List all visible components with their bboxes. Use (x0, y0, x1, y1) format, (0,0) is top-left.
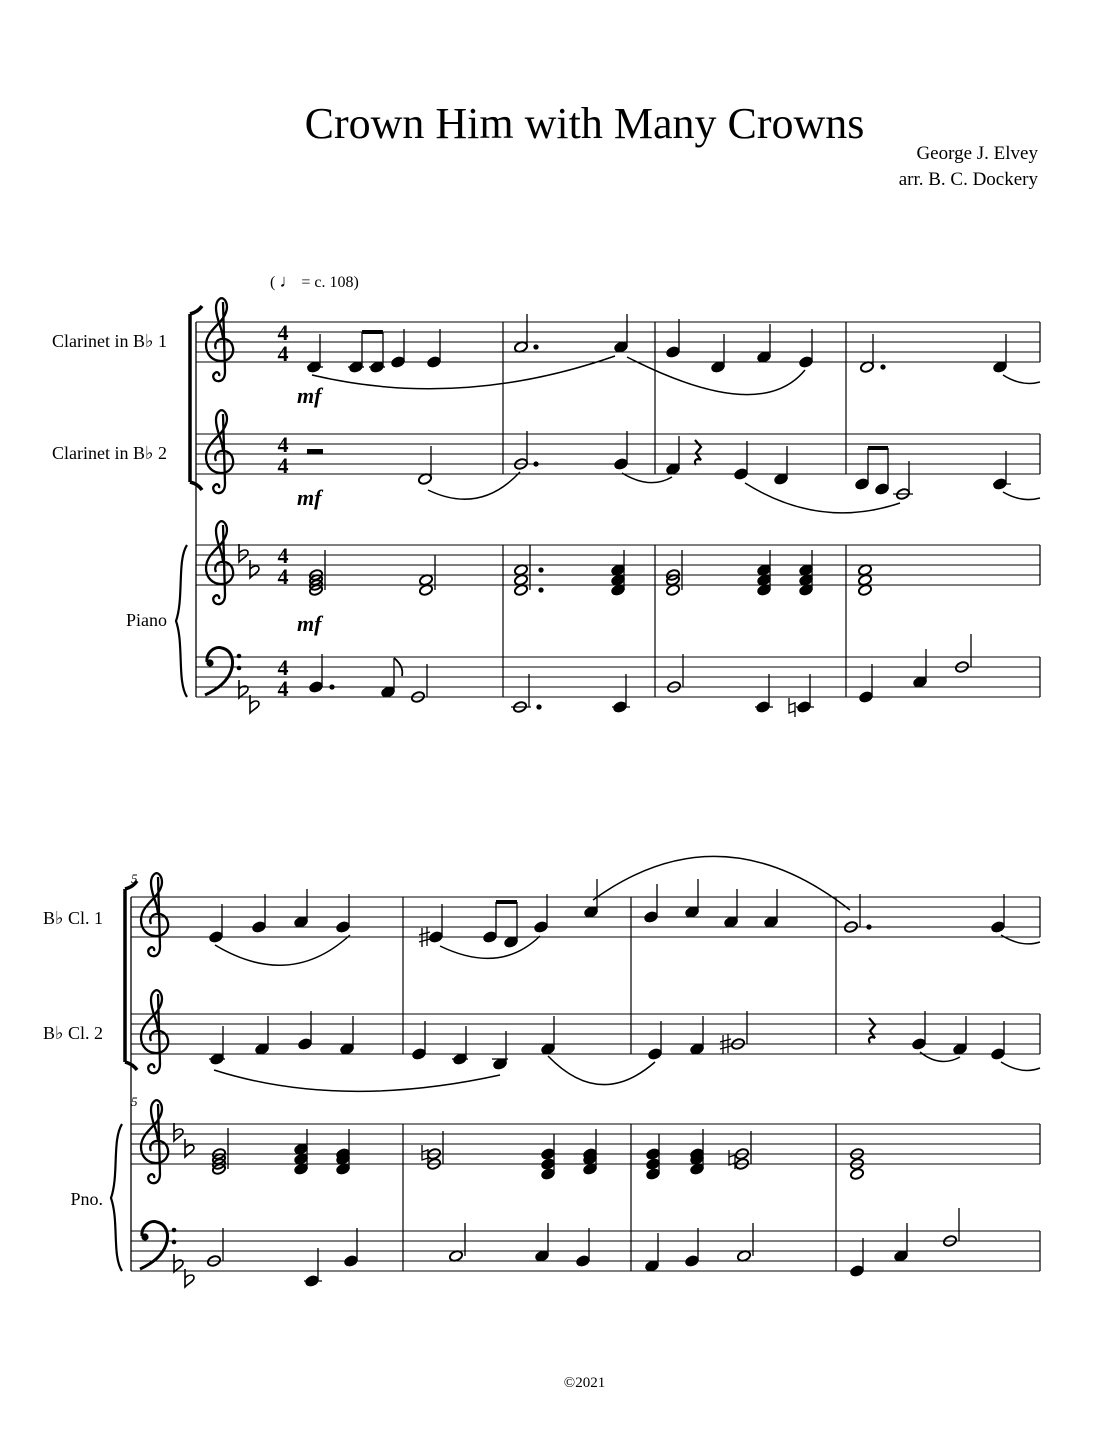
time-sig-top: 4 (277, 320, 289, 345)
arranger-credit: arr. B. C. Dockery (898, 169, 1038, 190)
time-sig-bottom: 4 (277, 676, 289, 701)
copyright-notice: ©2021 (563, 1375, 606, 1391)
piano-bass-notes (309, 634, 971, 717)
time-sig-bottom: 4 (277, 453, 289, 478)
time-sig-top: 4 (277, 543, 289, 568)
measure-number: 5 (131, 1094, 138, 1109)
dynamic-mf: mf (297, 485, 322, 510)
label-piano: Piano (125, 610, 167, 630)
dynamic-mf: mf (297, 611, 322, 636)
system-2 (111, 856, 1040, 1287)
composer-credit: George J. Elvey (916, 143, 1038, 164)
label-piano-short: Pno. (70, 1189, 103, 1209)
piano-bass-notes-system-2 (207, 1208, 959, 1287)
label-clarinet-2: Clarinet in B♭ 2 (52, 443, 167, 463)
time-sig-top: 4 (277, 655, 289, 680)
measure-number: 5 (131, 871, 138, 886)
clarinet-2-notes (307, 431, 1040, 513)
tempo-value: = c. 108) (301, 274, 359, 291)
tempo-open-paren: ( (270, 274, 276, 291)
dynamic-mf: mf (297, 383, 322, 408)
quarter-note-icon: ♩ (279, 271, 298, 291)
time-sig-bottom: 4 (277, 341, 289, 366)
clarinet-2-notes-system-2 (209, 1011, 1040, 1091)
time-sig-top: 4 (277, 432, 289, 457)
clarinet-1-notes-system-2 (209, 856, 1040, 965)
clarinet-1-notes (307, 314, 1040, 395)
label-clarinet-2-short: B♭ Cl. 2 (42, 1023, 103, 1043)
system-1 (176, 298, 1040, 717)
time-sig-bottom: 4 (277, 564, 289, 589)
score-title: Crown Him with Many Crowns (304, 99, 865, 148)
label-clarinet-1-short: B♭ Cl. 1 (42, 908, 103, 928)
label-clarinet-1: Clarinet in B♭ 1 (52, 331, 167, 351)
piano-treble-notes (309, 545, 873, 596)
